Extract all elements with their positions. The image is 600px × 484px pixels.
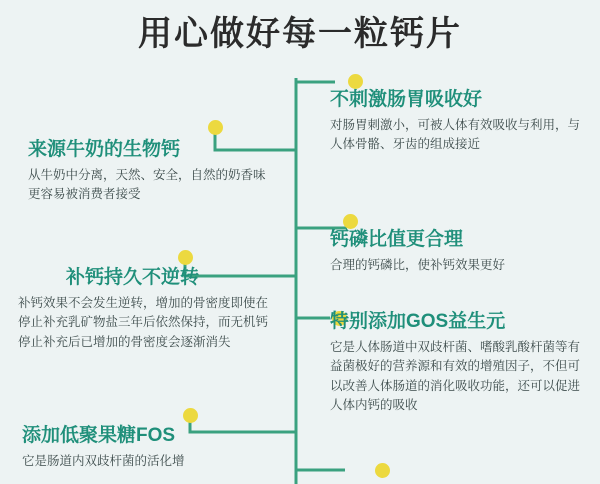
dot-calcium-phosphorus-ratio xyxy=(343,214,358,229)
dot-milk-calcium xyxy=(208,120,223,135)
node-milk-calcium-body: 从牛奶中分离，天然、安全，自然的奶香味更容易被消费者接受 xyxy=(28,167,266,202)
node-milk-calcium xyxy=(28,138,276,205)
dot-bottom-branch xyxy=(375,463,390,478)
node-gos-prebiotics-body: 它是人体肠道中双歧杆菌、嗜酸乳酸杆菌等有益菌极好的营养源和有效的增殖因子，不但可以改善人体肠道的消化吸收功能，还可以促进人体内钙的吸收 xyxy=(330,339,581,412)
node-long-lasting-calcium-heading: 补钙持久不逆转 xyxy=(66,267,200,288)
page-title: 用心做好每一粒钙片 xyxy=(138,15,462,53)
node-no-stomach-irritation-body: 对肠胃刺激小，可被人体有效吸收与利用，与人体骨骼、牙齿的组成接近 xyxy=(330,117,581,152)
dot-no-stomach-irritation xyxy=(348,74,363,89)
node-fos-added-body: 它是肠道内双歧杆菌的活化增 xyxy=(22,453,185,468)
dot-fos-added xyxy=(183,408,198,423)
node-no-stomach-irritation xyxy=(330,88,580,155)
node-long-lasting-calcium xyxy=(18,266,276,352)
node-calcium-phosphorus-ratio-body: 合理的钙磷比，使补钙效果更好 xyxy=(330,257,506,272)
node-fos-added xyxy=(22,424,276,471)
node-calcium-phosphorus-ratio-heading: 钙磷比值更合理 xyxy=(330,229,464,250)
node-fos-added-heading: 添加低聚果糖FOS xyxy=(22,425,176,446)
node-milk-calcium-heading: 来源牛奶的生物钙 xyxy=(28,139,181,160)
node-no-stomach-irritation-heading: 不刺激肠胃吸收好 xyxy=(330,89,483,110)
node-calcium-phosphorus-ratio xyxy=(330,228,580,275)
node-long-lasting-calcium-body: 补钙效果不会发生逆转，增加的骨密度即使在停止补充乳矿物盐三年后依然保持，而无机钙停止补充后已增加的骨密度会逐渐消失 xyxy=(18,295,269,349)
node-gos-prebiotics xyxy=(330,310,588,415)
dot-long-lasting-calcium xyxy=(178,250,193,265)
node-gos-prebiotics-heading: 特别添加GOS益生元 xyxy=(330,311,506,332)
